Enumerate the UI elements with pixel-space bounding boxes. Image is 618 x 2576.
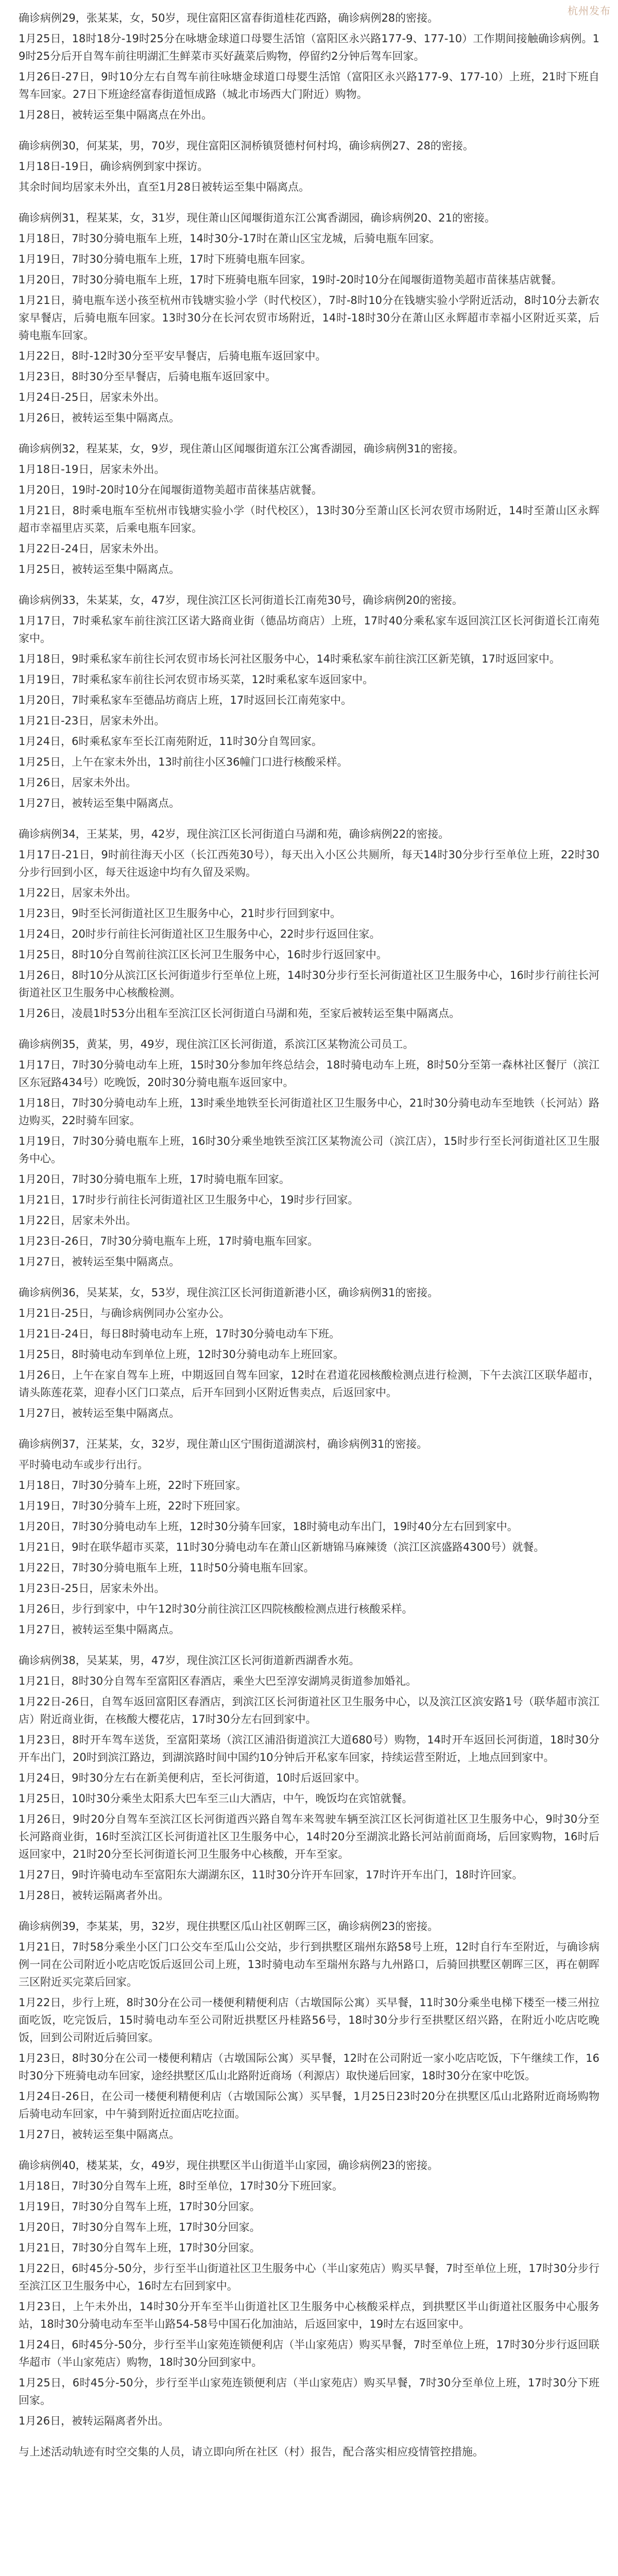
case-summary: 确诊病例38，吴某某，男，47岁，现住滨江区长河街道新西湖香水苑。 xyxy=(19,1654,360,1667)
spacer xyxy=(19,1642,599,1652)
case-timeline-entry: 1月26日，8时10分从滨江区长河街道步行至单位上班，14时30分步行至长河街道社区卫生服务中心，16时步行前往长河街道社区卫生服务中心核酸检测。 xyxy=(19,969,599,999)
case-timeline-entry: 其余时间均居家未外出，直至1月28日被转运至集中隔离点。 xyxy=(19,181,310,193)
case-timeline-entry: 1月22日-26日，自驾车返回富阳区春酒店，到滨江区长河街道社区卫生服务中心，以及滨江区滨安路1号（联华超市滨江店）附近商业街，在核酸大樱花店，17时30分左右回到家中。 xyxy=(19,1696,599,1725)
case-timeline-entry: 1月21日，7时58分乘坐小区门口公交车至瓜山公交站，步行到拱墅区瑞州东路58号上班，12时自行车至附近，与确诊病例一同在公司附近小吃店吃饭后返回公司上班，13时骑电动车至瑞州东路与九州路口，后骑回拱墅区朝晖三区，再在朝晖三区附近买完菜后回家。 xyxy=(19,1941,599,1988)
case-summary: 确诊病例35，黄某，男，49岁，现住滨江区长河街道，系滨江区某物流公司员工。 xyxy=(19,1038,414,1050)
case-timeline-entry: 1月25日，被转运至集中隔离点。 xyxy=(19,563,180,575)
case-timeline-entry: 1月20日，7时30分骑电动车上班，12时30分骑车回家，18时骑电动车出门，19时40分左右回到家中。 xyxy=(19,1520,518,1533)
spacer xyxy=(19,582,599,591)
case-timeline-entry: 1月22日-24日，居家未外出。 xyxy=(19,543,165,555)
case-timeline-entry: 1月23日，8时开车驾车送货，至富阳菜场（滨江区浦沿街道滨江大道680号）购物，14时开车返回长河街道，18时30分开车出门，20时到滨江路边，到湖滨路时间中国约10分钟后开私家车回家，持续运营至附近，上地点回到家中。 xyxy=(19,1734,599,1764)
case-timeline-entry: 1月21日-25日，与确诊病例同办公室办公。 xyxy=(19,1307,230,1319)
case-timeline-entry: 1月22日，6时45分-50分，步行至半山街道社区卫生服务中心（半山家苑店）购买早餐，7时至单位上班，17时30分步行至滨江区卫生服务中心，16时左右回到家中。 xyxy=(19,2262,599,2292)
case-timeline-entry: 1月18日，7时30分骑车上班，22时下班回家。 xyxy=(19,1479,247,1492)
case-timeline-entry: 1月25日，6时45分-50分，步行至半山家苑连锁便利店（半山家苑店）购买早餐，7时30分至单位上班，17时30分下班回家。 xyxy=(19,2377,599,2406)
case-timeline-entry: 1月26日，步行到家中，中午12时30分前往滨江区四院核酸检测点进行核酸采样。 xyxy=(19,1603,413,1615)
spacer xyxy=(19,1426,599,1435)
case-summary: 确诊病例36，吴某某，女，53岁，现住滨江区长河街道新港小区，确诊病例31的密接。 xyxy=(19,1286,439,1299)
case-timeline-entry: 1月24日，6时45分-50分，步行至半山家苑连锁便利店（半山家苑店）购买早餐，7时至单位上班，17时30分步行返回联华超市（半山家苑店）购物，18时30分回到家中。 xyxy=(19,2338,599,2368)
case-timeline-entry: 1月23日，9时至长河街道社区卫生服务中心，21时步行回到家中。 xyxy=(19,907,341,920)
spacer xyxy=(19,128,599,137)
case-timeline-entry: 1月18日-19日，居家未外出。 xyxy=(19,463,165,476)
case-timeline-entry: 1月26日-27日，9时10分左右自驾车前往咏塘金球道口母婴生活馆（富阳区永兴路177-9、177-10）上班，21时下班自驾车回家。27日下班途经富春街道恒成路（城北市场西大门附近）购物。 xyxy=(19,71,599,100)
case-timeline-entry: 1月17日-21日，9时前往海天小区（长江西苑30号），每天出入小区公共厕所，每天14时30分步行至单位上班，22时30分步行回到小区，每天往返途中均有久留及采购。 xyxy=(19,849,599,878)
spacer xyxy=(19,2147,599,2157)
case-block xyxy=(19,440,599,578)
spacer xyxy=(19,1026,599,1036)
case-timeline-entry: 1月21日，8时30分自驾车至富阳区春酒店，乘坐大巴至淳安湖鸠灵街道参加婚礼。 xyxy=(19,1675,417,1687)
case-timeline-entry: 1月18日，7时30分骑电瓶车上班，14时30分-17时在萧山区宝龙城，后骑电瓶车回家。 xyxy=(19,232,440,245)
case-timeline-entry: 1月18日-19日，确诊病例到家中探访。 xyxy=(19,160,209,173)
case-timeline-entry: 1月27日，被转运至集中隔离点。 xyxy=(19,2128,180,2141)
case-timeline-entry: 平时骑电动车或步行出行。 xyxy=(19,1459,148,1471)
watermark-logo: 杭州发布 xyxy=(568,5,611,17)
spacer xyxy=(19,200,599,209)
case-block xyxy=(19,591,599,812)
case-timeline-entry: 1月26日，居家未外出。 xyxy=(19,776,137,789)
case-timeline-entry: 1月23日-26日，7时30分骑电瓶车上班，17时骑电瓶车回家。 xyxy=(19,1235,319,1247)
case-summary: 确诊病例37，汪某某，女，32岁，现住萧山区宁围街道湖滨村，确诊病例31的密接。 xyxy=(19,1438,428,1450)
case-timeline-entry: 1月25日，18时18分-19时25分在咏塘金球道口母婴生活馆（富阳区永兴路177-9、177-10）工作期间接触确诊病例。19时25分后开自驾车前往明湖汇生鲜菜市买好蔬菜后购物，停留约2分钟后驾车回家。 xyxy=(19,32,599,62)
case-timeline-entry: 1月18日，7时30分自驾车上班，8时至单位，17时30分下班回家。 xyxy=(19,2180,343,2192)
case-block xyxy=(19,209,599,427)
case-timeline-entry: 1月20日，7时30分骑电瓶车上班，17时下班骑电瓶车回家，19时-20时10分在闻堰街道物美超市苗徕基店就餐。 xyxy=(19,274,562,286)
case-timeline-entry: 1月22日，步行上班，8时30分在公司一楼便利精便利店（古墩国际公寓）买早餐，11时30分乘坐电梯下楼至一楼三州拉面吃饭，吃完饭后，15时骑电动车至公司附近拱墅区丹桂路56号，18时30分步行至拱墅区绍兴路，在附近小吃店吃晚饭，回到公司附近后骑回家。 xyxy=(19,1996,599,2044)
case-timeline-entry: 1月23日，8时30分在公司一楼便利精店（古墩国际公寓）买早餐，12时在公司附近一家小吃店吃饭，下午继续工作，16时30分下班骑电动车回家，途经拱墅区瓜山北路附近商场（利源店）取快递后回家，18时30分在家中吃饭。 xyxy=(19,2052,599,2082)
case-timeline-entry: 1月24日-26日，在公司一楼便利精便利店（古墩国际公寓）买早餐，1月25日23时20分在拱墅区瓜山北路附近商场购物后骑电动车回家，中午骑到附近拉面店吃拉面。 xyxy=(19,2090,599,2120)
case-block xyxy=(19,1918,599,2143)
spacer xyxy=(19,431,599,440)
case-timeline-entry: 1月28日，被转运隔离者外出。 xyxy=(19,1889,169,1902)
case-block xyxy=(19,1036,599,1270)
case-timeline-entry: 1月19日，7时30分骑车上班，22时下班回家。 xyxy=(19,1500,247,1512)
case-block xyxy=(19,1435,599,1638)
spacer xyxy=(19,1275,599,1284)
case-summary: 确诊病例30，何某某，男，70岁，现住富阳区洞桥镇贤德村何村坞，确诊病例27、28的密接。 xyxy=(19,140,474,152)
case-summary: 确诊病例34，王某某，男，42岁，现住滨江区长河街道白马湖和苑，确诊病例22的密接。 xyxy=(19,828,450,840)
case-timeline-entry: 1月26日，凌晨1时53分出租车至滨江区长河街道白马湖和苑，至家后被转运至集中隔离点。 xyxy=(19,1007,460,1020)
case-summary: 确诊病例33，朱某某，女，47岁，现住滨江区长河街道长江南苑30号，确诊病例20的密接。 xyxy=(19,594,463,606)
spacer xyxy=(19,1908,599,1918)
case-timeline-entry: 1月27日，被转运至集中隔离点。 xyxy=(19,1407,180,1419)
case-timeline-entry: 1月25日，8时10分自驾前往滨江区长河卫生服务中心，16时步行返回家中。 xyxy=(19,948,387,961)
case-timeline-entry: 1月22日，居家未外出。 xyxy=(19,1214,137,1227)
footer-notice xyxy=(19,2443,599,2461)
case-timeline-entry: 1月24日，20时步行前往长河街道社区卫生服务中心，22时步行返回住家。 xyxy=(19,928,381,940)
case-timeline-entry: 1月21日，7时30分自驾车上班，17时30分回家。 xyxy=(19,2242,261,2254)
case-timeline-entry: 1月20日，7时30分骑电瓶车上班，17时骑电瓶车回家。 xyxy=(19,1173,290,1185)
case-timeline-entry: 1月21日-23日，居家未外出。 xyxy=(19,715,165,727)
case-timeline-entry: 1月19日，7时乘私家车前往长河农贸市场买菜，12时乘私家车返回家中。 xyxy=(19,673,374,686)
case-timeline-entry: 1月21日，骑电瓶车送小孩至杭州市钱塘实验小学（时代校区），7时-8时10分在钱塘实验小学附近活动，8时10分去新农家早餐店，后骑电瓶车回家。13时30分在长河农贸市场附近，14时-18时30分在萧山区永辉超市幸福小区附近买菜，后骑电瓶车回家。 xyxy=(19,294,599,342)
case-timeline-entry: 1月25日，上午在家未外出，13时前往小区36幢门口进行核酸采样。 xyxy=(19,756,348,768)
case-summary: 确诊病例32，程某某，女，9岁，现住萧山区闻堰街道东江公寓香湖园，确诊病例31的密接。 xyxy=(19,443,464,455)
case-timeline-entry: 1月19日，7时30分自驾车上班，17时30分回家。 xyxy=(19,2200,261,2213)
case-timeline-entry: 1月18日，7时30分骑电动车上班，13时乘坐地铁至长河街道社区卫生服务中心，21时30分骑电动车至地铁（长河站）路边购买，22时骑车回家。 xyxy=(19,1097,599,1127)
case-summary: 确诊病例31，程某某，女，31岁，现住萧山区闻堰街道东江公寓香湖园，确诊病例20、21的密接。 xyxy=(19,212,495,224)
case-timeline-entry: 1月26日，上午在家自驾车上班，中期返回自驾车回家，12时在君道花园核酸检测点进行检测，下午去滨江区联华超市，请头陈莲花菜，迎春小区门口菜点，后开车回到小区附近售卖点，后返回家中。 xyxy=(19,1369,599,1399)
case-timeline-entry: 1月21日-24日，每日8时骑电动车上班，17时30分骑电动车下班。 xyxy=(19,1328,340,1340)
case-block xyxy=(19,137,599,196)
case-timeline-entry: 1月28日，被转运至集中隔离点在外出。 xyxy=(19,109,213,121)
case-timeline-entry: 1月24日，6时乘私家车至长江南苑附近，11时30分自驾回家。 xyxy=(19,735,322,748)
case-timeline-entry: 1月24日-25日，居家未外出。 xyxy=(19,391,165,403)
case-list xyxy=(19,9,599,2430)
case-timeline-entry: 1月26日，被转运隔离者外出。 xyxy=(19,2415,169,2427)
case-timeline-entry: 1月22日，8时-12时30分至平安早餐店，后骑电瓶车返回家中。 xyxy=(19,350,327,362)
case-timeline-entry: 1月20日，19时-20时10分在闻堰街道物美超市苗徕基店就餐。 xyxy=(19,484,322,496)
case-timeline-entry: 1月24日，9时30分左右在新美便利店，至长河街道，10时后返回家中。 xyxy=(19,1772,366,1784)
case-timeline-entry: 1月23日，上午未外出，14时30分开车至半山街道社区卫生服务中心核酸采样点，到拱墅区半山街道社区服务中心服务站，18时30分骑电动车至半山路54-58号中国石化加油站，后返回家中，19时左右返回家中。 xyxy=(19,2300,599,2330)
case-timeline-entry: 1月17日，7时30分骑电动车上班，15时30分参加年终总结会，18时骑电动车上班，8时50分至第一森林社区餐厅（滨江区东冠路434号）吃晚饭，20时30分骑电瓶车返回家中。 xyxy=(19,1059,599,1089)
case-timeline-entry: 1月20日，7时乘私家车至德品坊商店上班，17时返回长江南苑家中。 xyxy=(19,694,352,706)
case-timeline-entry: 1月25日，8时骑电动车到单位上班，12时30分骑电动车上班回家。 xyxy=(19,1348,344,1361)
case-timeline-entry: 1月19日，7时30分骑电瓶车上班，17时下班骑电瓶车回家。 xyxy=(19,253,312,265)
case-timeline-entry: 1月27日，9时许骑电动车至富阳东大湖湖东区，11时30分许开车回家，17时许开车出门，18时许回家。 xyxy=(19,1869,523,1881)
case-block xyxy=(19,1284,599,1422)
case-timeline-entry: 1月26日，被转运至集中隔离点。 xyxy=(19,412,180,424)
case-summary: 确诊病例40，楼某某，女，49岁，现住拱墅区半山街道半山家园，确诊病例23的密接。 xyxy=(19,2159,439,2172)
case-timeline-entry: 1月27日，被转运至集中隔离点。 xyxy=(19,797,180,809)
case-timeline-entry: 1月22日，居家未外出。 xyxy=(19,887,137,899)
case-timeline-entry: 1月19日，7时30分骑电瓶车上班，16时30分乘坐地铁至滨江区某物流公司（滨江店），15时步行至长河街道社区卫生服务中心。 xyxy=(19,1135,599,1165)
case-timeline-entry: 1月21日，17时步行前往长河街道社区卫生服务中心，19时步行回家。 xyxy=(19,1194,359,1206)
case-timeline-entry: 1月21日，8时乘电瓶车至杭州市钱塘实验小学（时代校区），13时30分至萧山区长河农贸市场附近，14时至萧山区永辉超市幸福里店买菜，后乘电瓶车回家。 xyxy=(19,504,599,534)
case-timeline-entry: 1月26日，9时20分自驾车至滨江区长河街道西兴路自驾车来驾驶车辆至滨江区长河街道社区卫生服务中心，9时30分至长河路商业街，16时至滨江区长河街道社区卫生服务中心，14时20分至湖滨北路长河站前面商场，后回家购物，16时后返回家中，21时20分至长河街道长河卫生服务中心核酸，开车至家。 xyxy=(19,1813,599,1860)
case-timeline-entry: 1月23日，8时30分至早餐店，后骑电瓶车返回家中。 xyxy=(19,370,277,383)
case-summary: 确诊病例29，张某某，女，50岁，现住富阳区富春街道桂花西路，确诊病例28的密接。 xyxy=(19,12,439,24)
case-timeline-entry: 1月27日，被转运至集中隔离点。 xyxy=(19,1256,180,1268)
case-timeline-entry: 1月17日，7时乘私家车前往滨江区诺大路商业街（德品坊商店）上班，17时40分乘私家车返回滨江区长河街道长江南苑家中。 xyxy=(19,615,599,645)
case-summary: 确诊病例39，李某某，男，32岁，现住拱墅区瓜山社区朝晖三区，确诊病例23的密接。 xyxy=(19,1920,439,1933)
spacer xyxy=(19,2434,599,2443)
case-timeline-entry: 1月21日，9时在联华超市买菜，11时30分骑电动车在萧山区新塘锦马麻辣烫（滨江区滨盛路4300号）就餐。 xyxy=(19,1541,545,1553)
case-timeline-entry: 1月23日-25日，居家未外出。 xyxy=(19,1582,165,1595)
case-timeline-entry: 1月20日，7时30分自驾车上班，17时30分回家。 xyxy=(19,2221,261,2233)
case-timeline-entry: 1月27日，被转运至集中隔离点。 xyxy=(19,1623,180,1636)
case-block xyxy=(19,825,599,1022)
case-block xyxy=(19,1652,599,1904)
case-timeline-entry: 1月22日，7时30分骑电瓶车上班，11时50分骑电瓶车回家。 xyxy=(19,1562,315,1574)
case-block xyxy=(19,2157,599,2430)
case-timeline-entry: 1月25日，10时30分乘坐太阳系大巴车至三山大酒店，中午，晚饭均在宾馆就餐。 xyxy=(19,1792,413,1805)
case-timeline-entry: 1月18日，9时乘私家车前往长河农贸市场长河社区服务中心，14时乘私家车前往滨江区新芜镇，17时返回家中。 xyxy=(19,653,560,665)
spacer xyxy=(19,816,599,825)
footer-text: 与上述活动轨迹有时空交集的人员，请立即向所在社区（村）报告，配合落实相应疫情管控措施。 xyxy=(19,2446,484,2458)
case-block xyxy=(19,9,599,124)
